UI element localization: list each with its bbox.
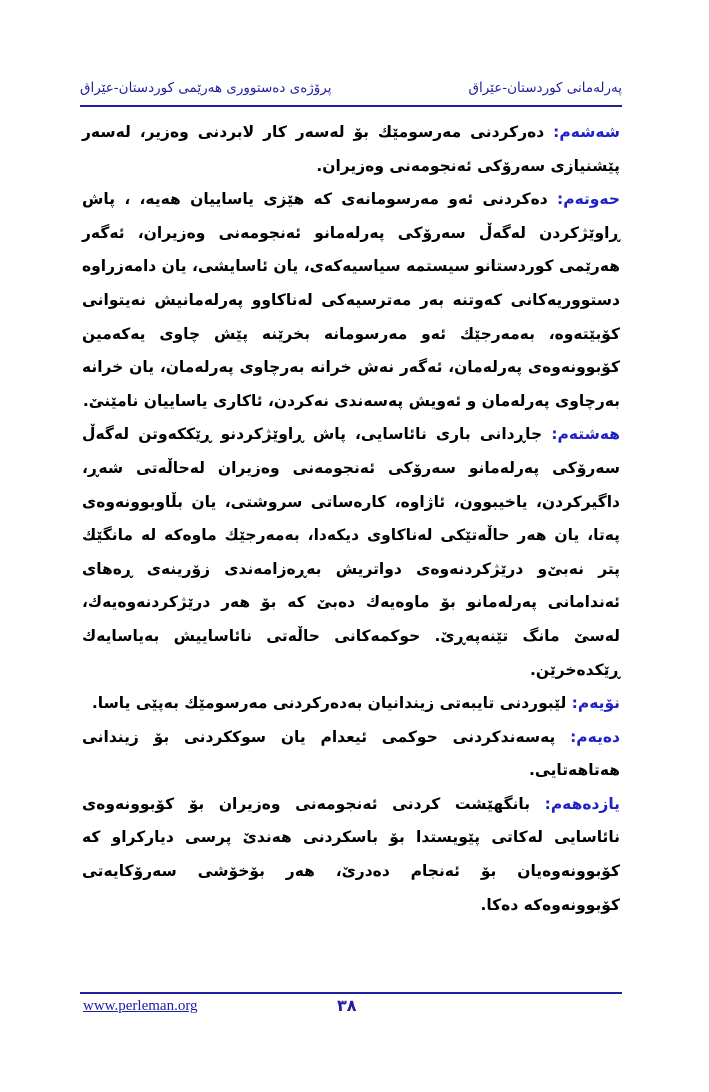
paragraph-seventh	[82, 183, 620, 418]
page-number: ٣٨	[337, 996, 357, 1015]
article-label: یازدەهەم:	[544, 794, 620, 813]
article-text: دەکردنی ئەو مەرسومانەی کە هێزی یاساییان هەیە، ، پاش ڕاوێژکردن لەگەڵ سەرۆکی پەرلەمانو ئەنجومەنی وەزیران، ئەگەر هەرێمی کوردستانو سیستمە سیاسیەکەی، یان ئاسایشی، یان دامەزراوە دستووریەکانی کەوتنە بەر مەترسیەکی لەناکاوو پەرلەمانیش نەیتوانی کۆبێتەوە، بەمەرجێك ئەو مەرسومانە بخرێنە پێش چاوی یەکەمین کۆبوونەوەی پەرلەمان، ئەگەر نەش خرانە بەرچاوی پەرلەمان، یان خرانە بەرچاوی پەرلەمان و ئەویش پەسەندی نەکردن، ئاکاری یاساییان نامێنێ.	[82, 190, 620, 410]
article-text: پەسەندکردنی حوکمی ئیعدام یان سوککردنی بۆ زیندانی هەتاهەتایی.	[82, 727, 620, 780]
article-label: حەوتەم:	[557, 190, 620, 209]
header-parliament-title: پەرلەمانی کوردستان-عێراق	[468, 80, 622, 96]
paragraph-ninth	[82, 687, 620, 721]
article-text: لێبوردنی تایبەتی زیندانیان بەدەرکردنی مەرسومێك بەپێی یاسا.	[91, 694, 572, 713]
paragraph-eleventh	[82, 788, 620, 922]
page-header	[80, 78, 622, 102]
article-label: نۆیەم:	[571, 694, 620, 713]
document-body	[82, 116, 620, 922]
article-text: بانگهێشت کردنی ئەنجومەنی وەزیران بۆ کۆبوونەوەی نائاسایی لەکاتی پێویستدا بۆ باسکردنی هەندێ پرسی دیارکراو کە کۆبوونەوەیان بۆ ئەنجام دەدرێ، هەر بۆخۆشی سەرۆکایەتی کۆبوونەوەکە دەکا.	[82, 794, 620, 914]
paragraph-tenth	[82, 721, 620, 788]
article-label: هەشتەم:	[551, 425, 620, 444]
article-label: شەشەم:	[553, 123, 620, 141]
footer-divider	[80, 992, 622, 994]
header-divider	[80, 105, 622, 107]
website-link[interactable]: www.perleman.org	[83, 998, 198, 1014]
article-label: دەیەم:	[570, 727, 620, 746]
header-constitution-title: پرۆژەی دەستووری هەرێمی کوردستان-عێراق	[80, 80, 332, 96]
paragraph-eighth	[82, 418, 620, 687]
paragraph-sixth	[82, 116, 620, 183]
article-text: جاڕدانی باری نائاسایی، پاش ڕاوێژکردنو ڕێککەوتن لەگەڵ سەرۆکی پەرلەمانو سەرۆکی ئەنجومەنی وەزیران لەحاڵەتی شەڕ، داگیرکردن، یاخیبوون، ئاژاوە، کارەساتی سروشتی، یان بڵاوبوونەوەی پەتا، یان هەر حاڵەتێکی لەناکاوی دیکەدا، بەمەرجێك ماوەکە لە مانگێك پتر نەبێ‌و درێژکردنەوەی دواتریش بەڕەزامەندی زۆرینەی ڕەهای ئەندامانی پەرلەمانو بۆ ماوەیەك دەبێ کە بۆ هەر درێژکردنەوەیەك، لەسێ مانگ تێنەپەڕێ. حوکمەکانی حاڵەتی نائاساییش بەیاسایەك ڕێکدەخرێن.	[82, 425, 620, 679]
article-text: دەرکردنی مەرسومێك بۆ لەسەر کار لابردنی وەزیر، لەسەر پێشنیازی سەرۆکی ئەنجومەنی وەزیران.	[82, 123, 620, 175]
